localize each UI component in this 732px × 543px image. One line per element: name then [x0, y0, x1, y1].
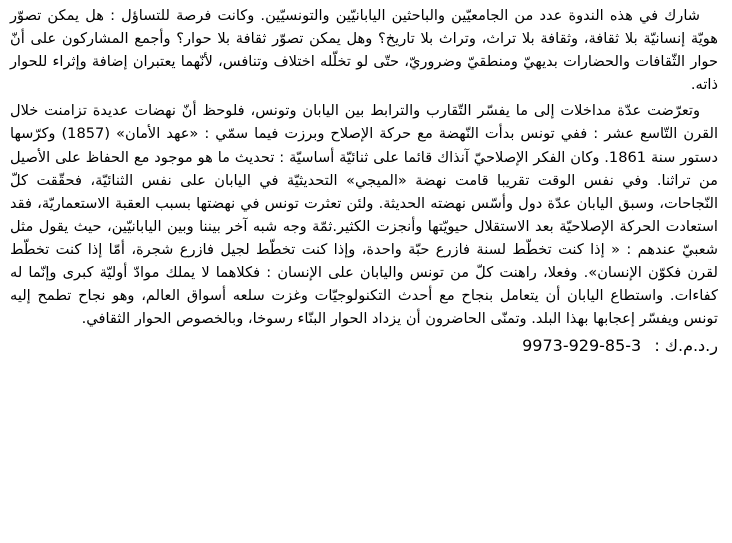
- paragraph-1: شارك في هذه الندوة عدد من الجامعيّين والباحثين اليابانيّين والتونسيّين. وكانت فرصة للتساؤل : هل يمكن تصوّر هويّة إنسانيّة بلا ثقافة، وثقافة بلا تراث، وتراث بلا تاريخ؟ وهل يمكن تصوّر ثقافة بلا حوار؟ وأجمع المشاركون على أنّ حوار الثّقافات والحضارات بديهيّ ومنطقيّ وضروريّ، حتّى لو تخلّله اختلاف وتنافس، لأنّهما يعتبران إضافة وإثراء للحوار ذاته.: [10, 7, 718, 94]
- isbn-number: 9973-929-85-3: [522, 336, 642, 356]
- isbn-line: [10, 334, 718, 358]
- paragraph-2: وتعرّضت عدّة مداخلات إلى ما يفسّر التّقارب والترابط بين اليابان وتونس، فلوحظ أنّ نهضات عديدة تزامنت خلال القرن التّاسع عشر : ففي تونس بدأت النّهضة مع حركة الإصلاح وبرزت فيما سمّي : «عهد الأمان» (1857) وكرّسها دستور سنة 1861. وكان الفكر الإصلاحيّ آنذاك قائما على ثنائيّة أساسيّة : تحديث ما هو موجود مع الحفاظ على الأصيل من تراثنا. وفي نفس الوقت تقريبا قامت نهضة «الميجي» التحديثيّة في اليابان على نفس الثنائيّة، فحقّقت كلّ النّجاحات، وسبق اليابان عدّة دول وأسّس نهضته الحديثة. ولئن تعثرت تونس في نهضتها بسبب العقبة الاستعماريّة، فقد استعادت الحركة الإصلاحيّة بعد الاستقلال حيويّتها وأنجزت الكثير.ثمّة وجه شبه آخر بيننا وبين اليابانيّين، حيث يقول مثل شعبيّ عندهم : « إذا كنت تخطّط لسنة فازرع حبّة واحدة، وإذا كنت تخطّط لجيل فازرع شجرة، أمّا إذا كنت تخطّط لقرن فكوّن الإنسان». وفعلا، راهنت كلّ من تونس واليابان على الإنسان : فكلاهما لا يملك موادّ أوليّة كبرى وإنّما له كفاءات. واستطاع اليابان أن يتعامل بنجاح مع أحدث التكنولوجيّات وغزت سلعه أسواق العالم، وهو نجاح تطمح إليه تونس ويفسّر إعجابها بهذا البلد. وتمنّى الحاضرون أن يزداد الحوار البنّاء رسوخا، وبالخصوص الحوار الثقافي.: [10, 102, 719, 328]
- isbn-label: ر.د.م.ك :: [654, 336, 718, 356]
